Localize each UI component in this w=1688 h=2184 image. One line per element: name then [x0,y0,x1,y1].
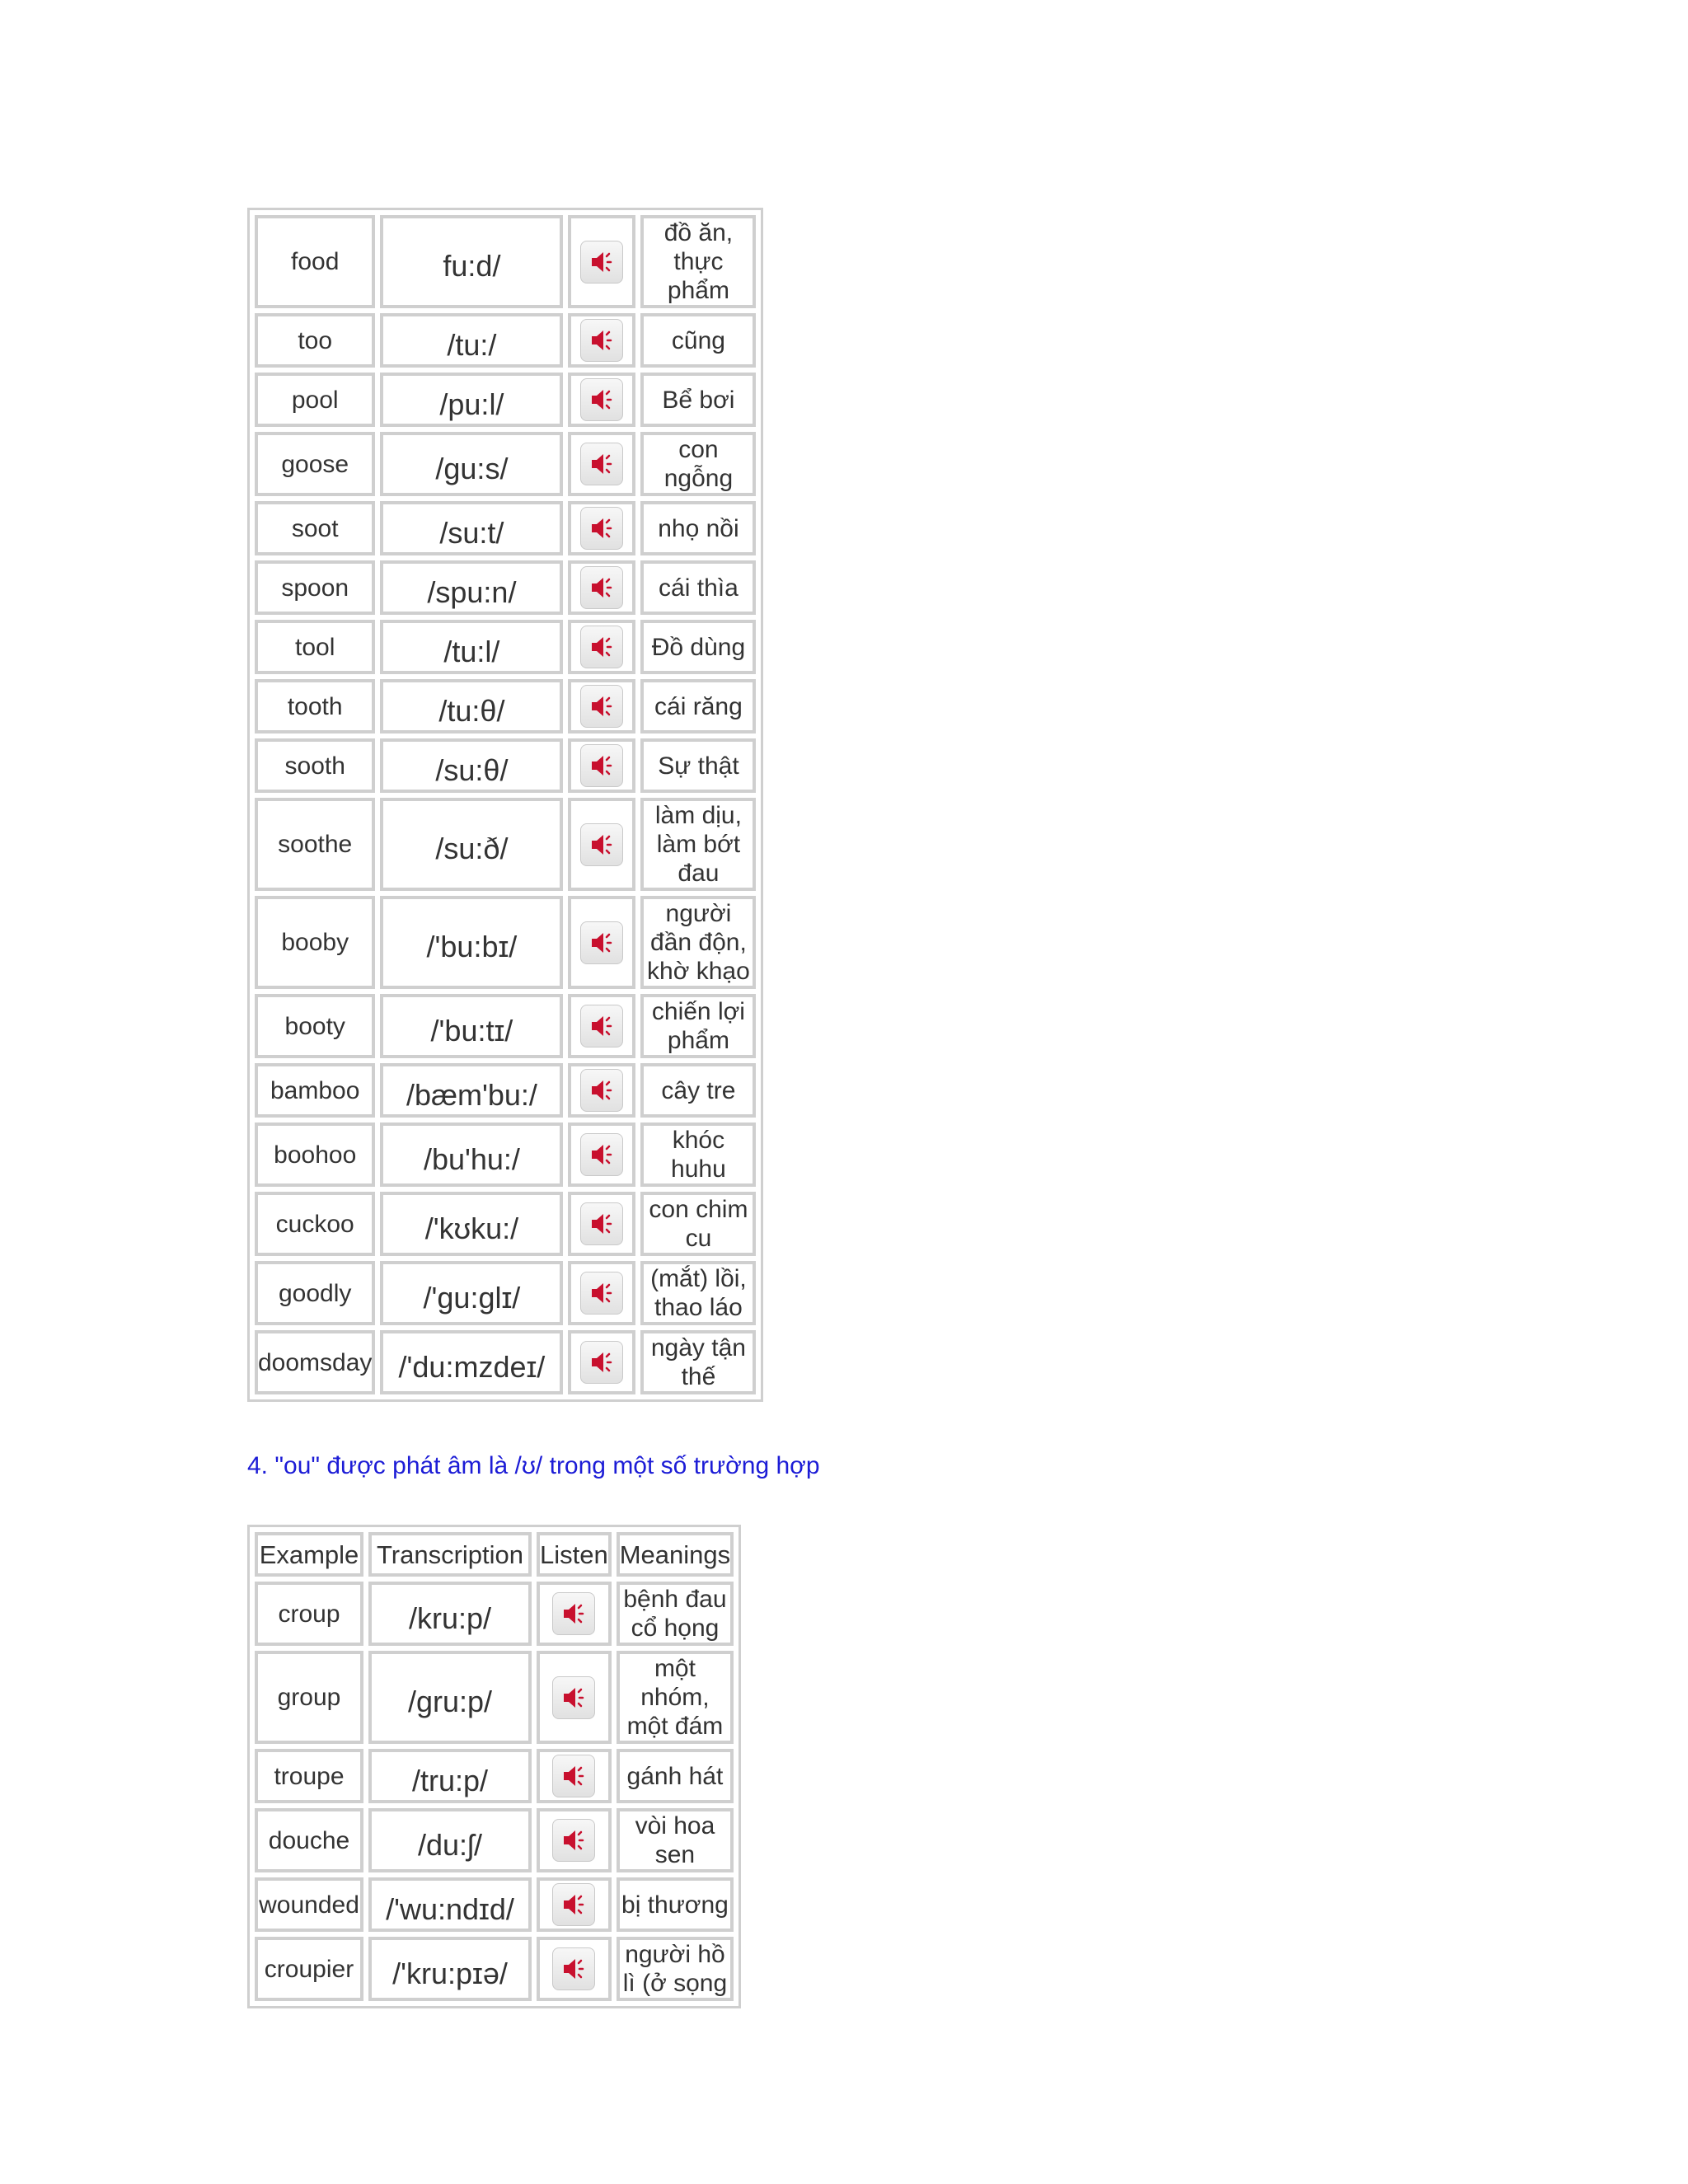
speaker-icon[interactable] [580,1069,623,1112]
vocab-table-2 [247,1525,741,2008]
listen-cell [537,1877,612,1932]
word-cell: soothe [255,798,375,891]
table-row [255,501,756,555]
transcription-cell: /tu:l/ [380,620,563,674]
speaker-icon[interactable] [580,823,623,866]
speaker-icon[interactable] [580,685,623,728]
speaker-icon[interactable] [552,1819,595,1862]
table-row [255,313,756,368]
table-row [255,560,756,615]
word-cell: food [255,215,375,308]
meaning-cell: Đồ dùng [640,620,756,674]
word-cell: douche [255,1808,363,1872]
transcription-cell: /tu:θ/ [380,679,563,733]
header-listen: Listen [537,1532,612,1577]
word-cell: spoon [255,560,375,615]
transcription-cell: /kru:p/ [368,1582,532,1646]
listen-cell [568,313,635,368]
table-row [255,994,756,1058]
table-row [255,1261,756,1325]
transcription-cell: /du:ʃ/ [368,1808,532,1872]
table-row [255,738,756,793]
word-cell: sooth [255,738,375,793]
speaker-icon[interactable] [580,1272,623,1315]
word-cell: troupe [255,1749,363,1803]
table-row [255,798,756,891]
listen-cell [568,1063,635,1118]
listen-cell [568,896,635,989]
listen-cell [568,679,635,733]
transcription-cell: /'du:mzdeɪ/ [380,1330,563,1394]
speaker-icon[interactable] [552,1883,595,1926]
word-cell: goose [255,432,375,496]
transcription-cell: /pu:l/ [380,373,563,427]
table-row [255,215,756,308]
meaning-cell: cái răng [640,679,756,733]
speaker-icon[interactable] [580,566,623,609]
speaker-icon[interactable] [580,1202,623,1245]
listen-cell [537,1749,612,1803]
meaning-cell: cũng [640,313,756,368]
word-cell: croupier [255,1937,363,2001]
speaker-icon[interactable] [552,1592,595,1635]
speaker-icon[interactable] [580,378,623,421]
table-row [255,1122,756,1187]
listen-cell [568,994,635,1058]
speaker-icon[interactable] [552,1755,595,1797]
word-cell: wounded [255,1877,363,1932]
header-row [255,1532,734,1577]
meaning-cell: Sự thật [640,738,756,793]
speaker-icon[interactable] [580,1005,623,1047]
speaker-icon[interactable] [580,1341,623,1384]
table-row [255,1808,734,1872]
listen-cell [568,798,635,891]
transcription-cell: /bæm'bu:/ [380,1063,563,1118]
transcription-cell: /tru:p/ [368,1749,532,1803]
transcription-cell: /gru:p/ [368,1651,532,1744]
listen-cell [568,620,635,674]
word-cell: group [255,1651,363,1744]
meaning-cell: chiến lợi phẩm [640,994,756,1058]
word-cell: too [255,313,375,368]
table-row [255,1877,734,1932]
word-cell: tooth [255,679,375,733]
transcription-cell: /'kru:pɪə/ [368,1937,532,2001]
speaker-icon[interactable] [580,319,623,362]
meaning-cell: con chim cu [640,1192,756,1256]
meaning-cell: Bể bơi [640,373,756,427]
word-cell: booty [255,994,375,1058]
table-row [255,1582,734,1646]
transcription-cell: /gu:s/ [380,432,563,496]
listen-cell [568,501,635,555]
listen-cell [568,432,635,496]
transcription-cell: fu:d/ [380,215,563,308]
table-row [255,620,756,674]
table-row [255,896,756,989]
speaker-icon[interactable] [580,241,623,284]
section-heading: 4. "ou" được phát âm là /ʊ/ trong một số trường hợp [247,1452,820,1479]
transcription-cell: /'bu:bɪ/ [380,896,563,989]
listen-cell [568,1261,635,1325]
word-cell: pool [255,373,375,427]
meaning-cell: ngày tận thế [640,1330,756,1394]
meaning-cell: (mắt) lồi, thao láo [640,1261,756,1325]
speaker-icon[interactable] [580,1133,623,1176]
transcription-cell: /su:θ/ [380,738,563,793]
table-row [255,1192,756,1256]
word-cell: bamboo [255,1063,375,1118]
meaning-cell: vòi hoa sen [617,1808,734,1872]
transcription-cell: /su:t/ [380,501,563,555]
word-cell: cuckoo [255,1192,375,1256]
transcription-cell: /su:ð/ [380,798,563,891]
header-meanings: Meanings [617,1532,734,1577]
header-example: Example [255,1532,363,1577]
speaker-icon[interactable] [580,744,623,787]
word-cell: soot [255,501,375,555]
table-row [255,1749,734,1803]
meaning-cell: gánh hát [617,1749,734,1803]
table-row [255,1651,734,1744]
meaning-cell: người hồ lì (ở sọng [617,1937,734,2001]
meaning-cell: khóc huhu [640,1122,756,1187]
word-cell: booby [255,896,375,989]
listen-cell [537,1808,612,1872]
meaning-cell: con ngỗng [640,432,756,496]
transcription-cell: /'gu:glɪ/ [380,1261,563,1325]
table-row [255,1937,734,2001]
listen-cell [568,1192,635,1256]
listen-cell [568,1122,635,1187]
transcription-cell: /bu'hu:/ [380,1122,563,1187]
table-row [255,1330,756,1394]
listen-cell [537,1937,612,2001]
meaning-cell: người đần độn, khờ khạo [640,896,756,989]
table-row [255,679,756,733]
word-cell: doomsday [255,1330,375,1394]
listen-cell [537,1651,612,1744]
listen-cell [568,373,635,427]
meaning-cell: bị thương [617,1877,734,1932]
meaning-cell: một nhóm, một đám [617,1651,734,1744]
speaker-icon[interactable] [580,507,623,550]
meaning-cell: làm dịu, làm bớt đau [640,798,756,891]
word-cell: goodly [255,1261,375,1325]
header-transcription: Transcription [368,1532,532,1577]
transcription-cell: /tu:/ [380,313,563,368]
meaning-cell: đồ ăn, thực phẩm [640,215,756,308]
meaning-cell: bệnh đau cổ họng [617,1582,734,1646]
meaning-cell: nhọ nồi [640,501,756,555]
listen-cell [568,560,635,615]
transcription-cell: /'kʊku:/ [380,1192,563,1256]
listen-cell [537,1582,612,1646]
transcription-cell: /'wu:ndɪd/ [368,1877,532,1932]
word-cell: tool [255,620,375,674]
speaker-icon[interactable] [552,1947,595,1990]
speaker-icon[interactable] [552,1676,595,1719]
table-row [255,373,756,427]
listen-cell [568,215,635,308]
table-row [255,1063,756,1118]
speaker-icon[interactable] [580,626,623,668]
word-cell: croup [255,1582,363,1646]
table-row [255,432,756,496]
word-cell: boohoo [255,1122,375,1187]
transcription-cell: /'bu:tɪ/ [380,994,563,1058]
listen-cell [568,1330,635,1394]
vocab-table-1 [247,208,763,1402]
meaning-cell: cây tre [640,1063,756,1118]
speaker-icon[interactable] [580,921,623,964]
speaker-icon[interactable] [580,443,623,485]
meaning-cell: cái thìa [640,560,756,615]
listen-cell [568,738,635,793]
transcription-cell: /spu:n/ [380,560,563,615]
